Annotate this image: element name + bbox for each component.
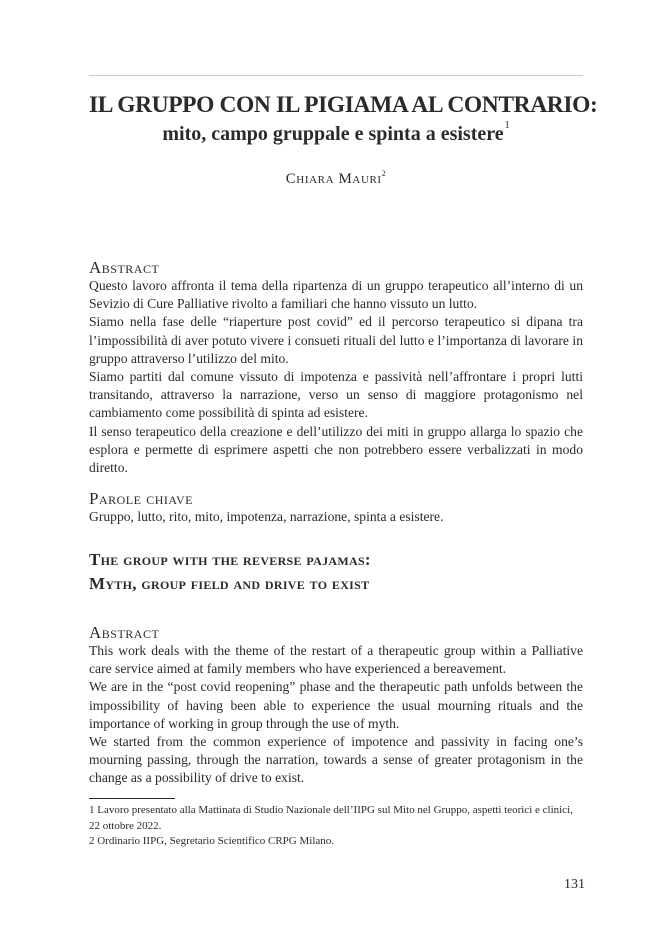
article-subtitle <box>89 120 583 146</box>
footnote-2: 2 Ordinario IIPG, Segretario Scientifico CRPG Milano. <box>89 835 335 847</box>
abstract-it-paragraph: Siamo nella fase delle “riaperture post covid” ed il percorso terapeutico si dipana tra l’impossibilità di aver potuto vivere i consueti rituali del lutto e l’importanza di lavorare in gruppo attraverso l’utilizzo del mito. <box>89 314 583 366</box>
keywords-it-heading: Parole chiave <box>89 489 193 508</box>
footnote-1: 1 Lavoro presentato alla Mattinata di Studio Nazionale dell’IIPG sul Mito nel Gruppo, aspetti teorici e clinici, 22 ottobre 2022. <box>89 804 573 832</box>
keywords-it-text: Gruppo, lutto, rito, mito, impotenza, narrazione, spinta a esistere. <box>89 509 444 524</box>
english-title-line-1: The group with the reverse pajamas: <box>89 550 371 569</box>
abstract-it-paragraph: Siamo partiti dal comune vissuto di impotenza e passività nell’affrontare i propri lutti transitando, attraverso la narrazione, verso un senso di maggiore protagonismo nel cambiamento come possibilità di spinta ad esistere. <box>89 369 583 421</box>
page-number: 131 <box>564 877 585 892</box>
abstract-en-paragraph: This work deals with the theme of the restart of a therapeutic group within a Palliative care service aimed at family members who have experienced a bereavement. <box>89 643 583 677</box>
abstract-en-heading: Abstract <box>89 623 160 642</box>
abstract-en-paragraph: We started from the common experience of impotence and passivity in facing one’s mourning passing, through the narration, towards a sense of greater protagonism in the change as a possibility of drive to exist. <box>89 734 583 786</box>
footnote-mark-2: 2 <box>381 169 387 178</box>
abstract-it-paragraph: Questo lavoro affronta il tema della ripartenza di un gruppo terapeutico all’interno di un Sevizio di Cure Palliative rivolto a familiari che hanno vissuto un lutto. <box>89 278 583 312</box>
footnotes <box>89 803 583 850</box>
keywords-it-body <box>89 508 583 526</box>
author-name <box>89 171 583 188</box>
english-title-line-2: Myth, group field and drive to exist <box>89 574 370 593</box>
footnote-separator <box>89 798 175 799</box>
abstract-en-body <box>89 642 583 788</box>
abstract-it-heading: Abstract <box>89 258 160 277</box>
footnote-mark-1: 1 <box>504 120 510 131</box>
author-text: Chiara Mauri <box>285 171 382 187</box>
abstract-it-body <box>89 277 583 477</box>
abstract-en-paragraph: We are in the “post covid reopening” phase and the therapeutic path unfolds between the impossibility of having been able to experience the usual mourning rituals and the importance of working in group through the use of myth. <box>89 679 583 731</box>
article-title: IL GRUPPO CON IL PIGIAMA AL CONTRARIO: <box>89 92 598 118</box>
header-rule <box>89 75 583 76</box>
abstract-it-paragraph: Il senso terapeutico della creazione e dell’utilizzo dei miti in gruppo allarga lo spazio che esplora e permette di esprimere aspetti che non potrebbero essere verbalizzati in modo diretto. <box>89 423 583 476</box>
subtitle-text: mito, campo gruppale e spinta a esistere <box>162 123 504 145</box>
